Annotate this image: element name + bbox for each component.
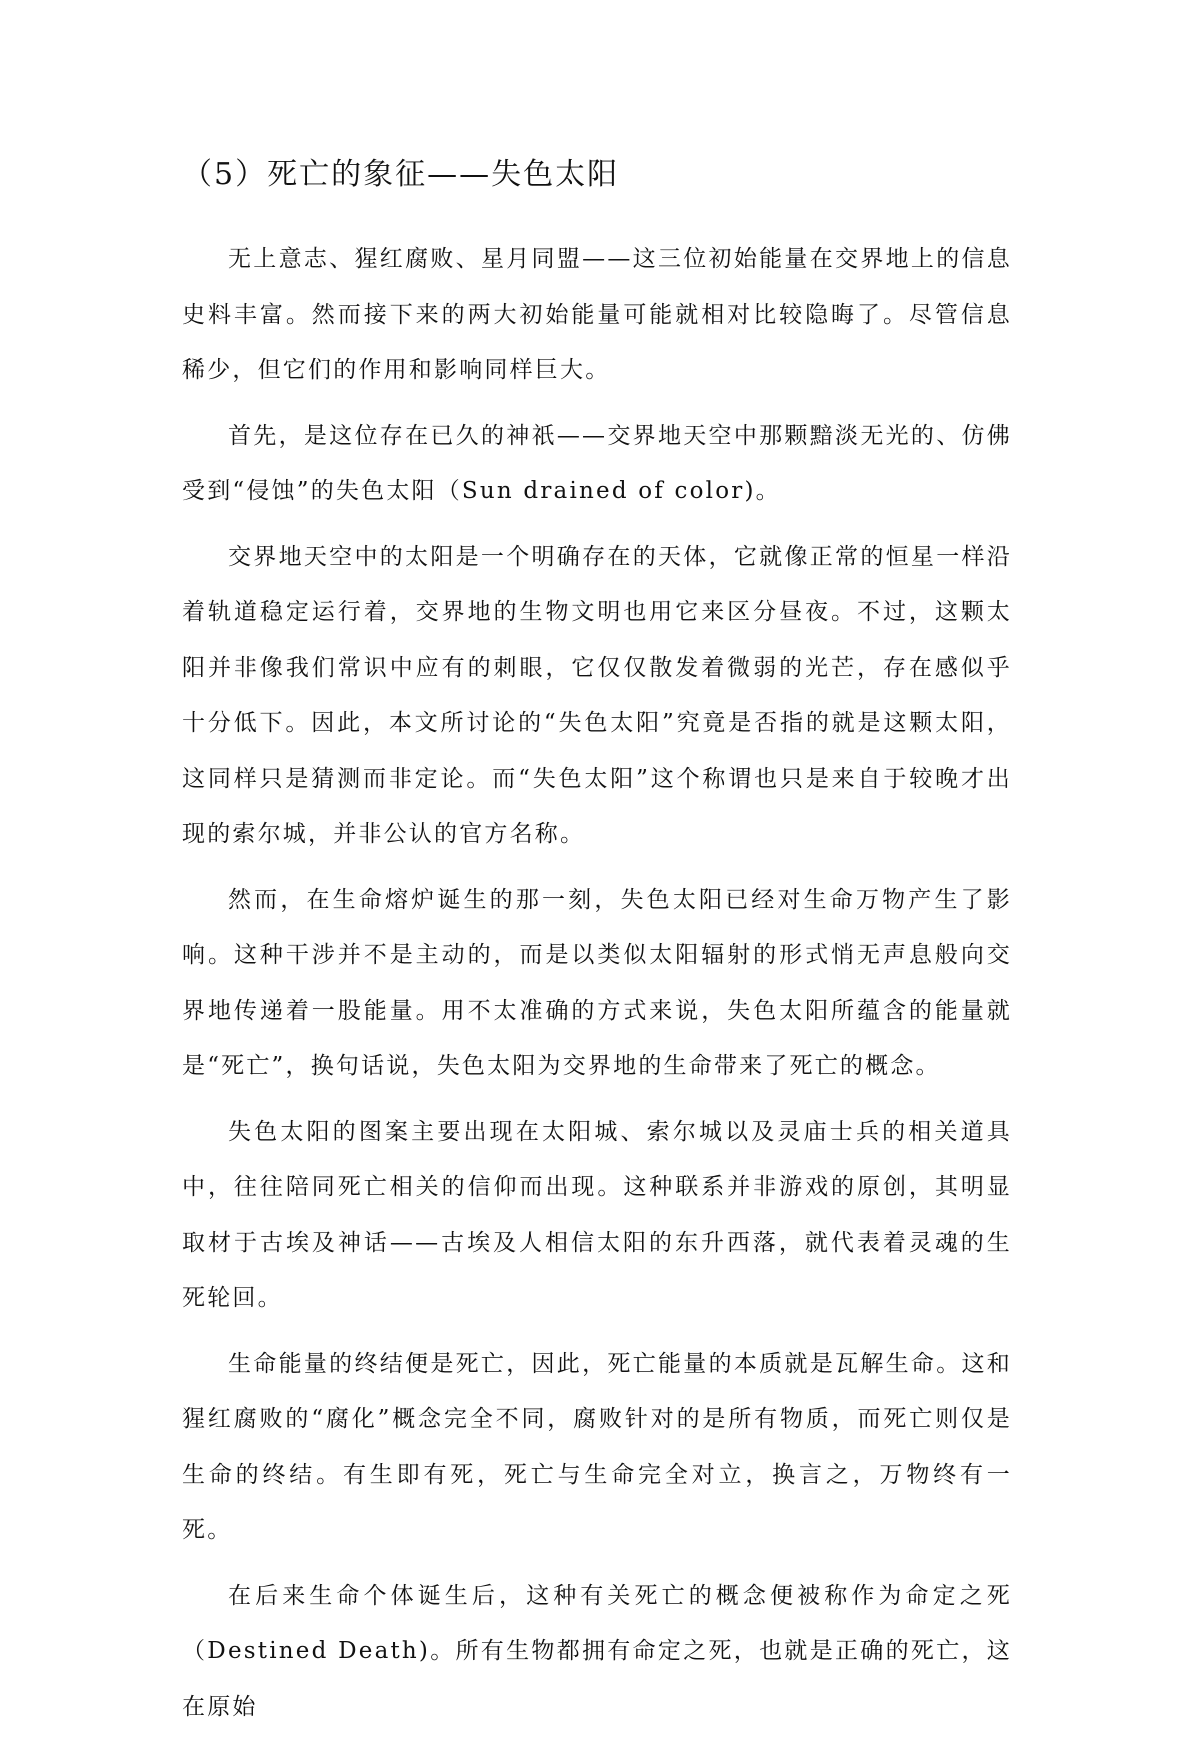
paragraph-4: 然而，在生命熔炉诞生的那一刻，失色太阳已经对生命万物产生了影响。这种干涉并不是主动的，而是以类似太阳辐射的形式悄无声息般向交界地传递着一股能量。用不太准确的方式来说，失色太阳所蕴含的能量就是“死亡”，换句话说，失色太阳为交界地的生命带来了死亡的概念。: [182, 886, 1012, 1079]
paragraph-6: 生命能量的终结便是死亡，因此，死亡能量的本质就是瓦解生命。这和猩红腐败的“腐化”概念完全不同，腐败针对的是所有物质，而死亡则仅是生命的终结。有生即有死，死亡与生命完全对立，换言之，万物终有一死。: [182, 1350, 1012, 1543]
page-content: [182, 150, 1012, 1745]
paragraph-7: 在后来生命个体诞生后，这种有关死亡的概念便被称作为命定之死（Destined Death)。所有生物都拥有命定之死，也就是正确的死亡，这在原始: [182, 1582, 1012, 1720]
paragraph-5: 失色太阳的图案主要出现在太阳城、索尔城以及灵庙士兵的相关道具中，往往陪同死亡相关的信仰而出现。这种联系并非游戏的原创，其明显取材于古埃及神话——古埃及人相信太阳的东升西落，就代表着灵魂的生死轮回。: [182, 1118, 1012, 1311]
paragraph-1: 无上意志、猩红腐败、星月同盟——这三位初始能量在交界地上的信息史料丰富。然而接下来的两大初始能量可能就相对比较隐晦了。尽管信息稀少，但它们的作用和影响同样巨大。: [182, 246, 1012, 383]
section-title: （5）死亡的象征——失色太阳: [182, 157, 620, 192]
paragraph-2: 首先，是这位存在已久的神祇——交界地天空中那颗黯淡无光的、仿佛受到“侵蚀”的失色太阳（Sun drained of color)。: [182, 422, 1012, 504]
paragraph-3: 交界地天空中的太阳是一个明确存在的天体，它就像正常的恒星一样沿着轨道稳定运行着，交界地的生物文明也用它来区分昼夜。不过，这颗太阳并非像我们常识中应有的刺眼，它仅仅散发着微弱的光芒，存在感似乎十分低下。因此，本文所讨论的“失色太阳”究竟是否指的就是这颗太阳，这同样只是猜测而非定论。而“失色太阳”这个称谓也只是来自于较晚才出现的索尔城，并非公认的官方名称。: [182, 543, 1012, 847]
